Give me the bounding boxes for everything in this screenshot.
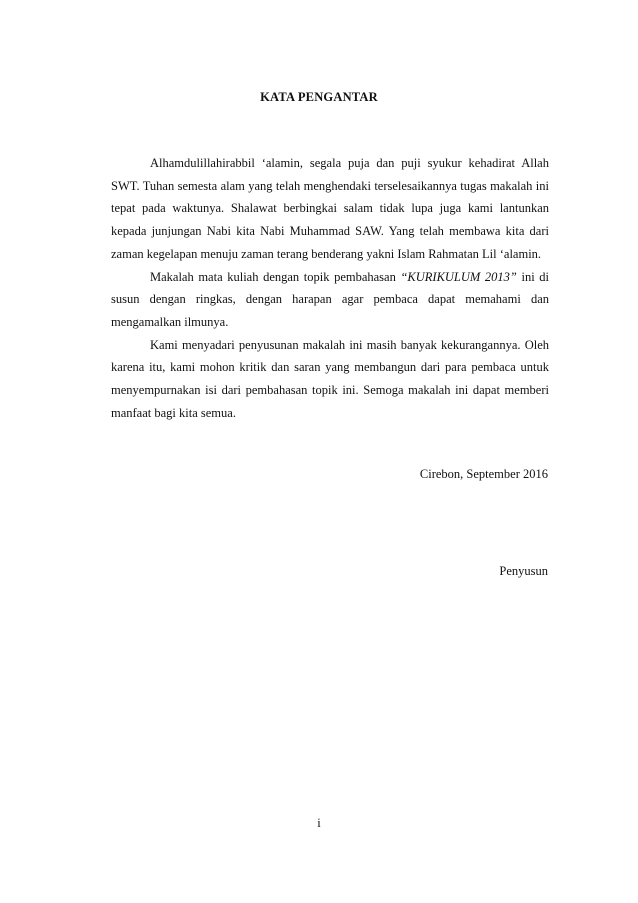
place-date: Cirebon, September 2016 [419,467,548,481]
paragraph-closing: Kami menyadari penyusunan makalah ini masih banyak kekurangannya. Oleh karena itu, kami mohon kritik dan saran yang membangun dari para pembaca untuk menyempurnakan isi dari pembahasan topik ini. Semoga makalah ini dapat memberi manfaat bagi kita semua. [111,337,549,420]
paragraph-topic-rest: ini di susun dengan ringkas, dengan harapan agar pembaca dapat memahami dan mengamalkan ilmunya. [111,269,550,329]
page-title: KATA PENGANTAR [260,90,378,104]
paragraph-topic-lead: Makalah mata kuliah dengan topik pembahasan [150,269,401,284]
topic-title: “KURIKULUM 2013” [400,269,517,284]
preface-body [111,152,549,424]
paragraph-topic [111,266,549,334]
paragraph-opening: Alhamdulillahirabbil ‘alamin, segala puja dan puji syukur kehadirat Allah SWT. Tuhan semesta alam yang telah menghendaki terselesaikannya tugas makalah ini tepat pada waktunya. Shalawat berbingkai salam tidak lupa juga kami lantunkan kepada junjungan Nabi kita Nabi Muhammad SAW. Yang telah membawa kita dari zaman kegelapan menuju zaman terang benderang yakni Islam Rahmatan Lil ‘alamin. [111,156,549,261]
author-signature: Penyusun [499,564,548,578]
page-number: i [317,816,321,830]
